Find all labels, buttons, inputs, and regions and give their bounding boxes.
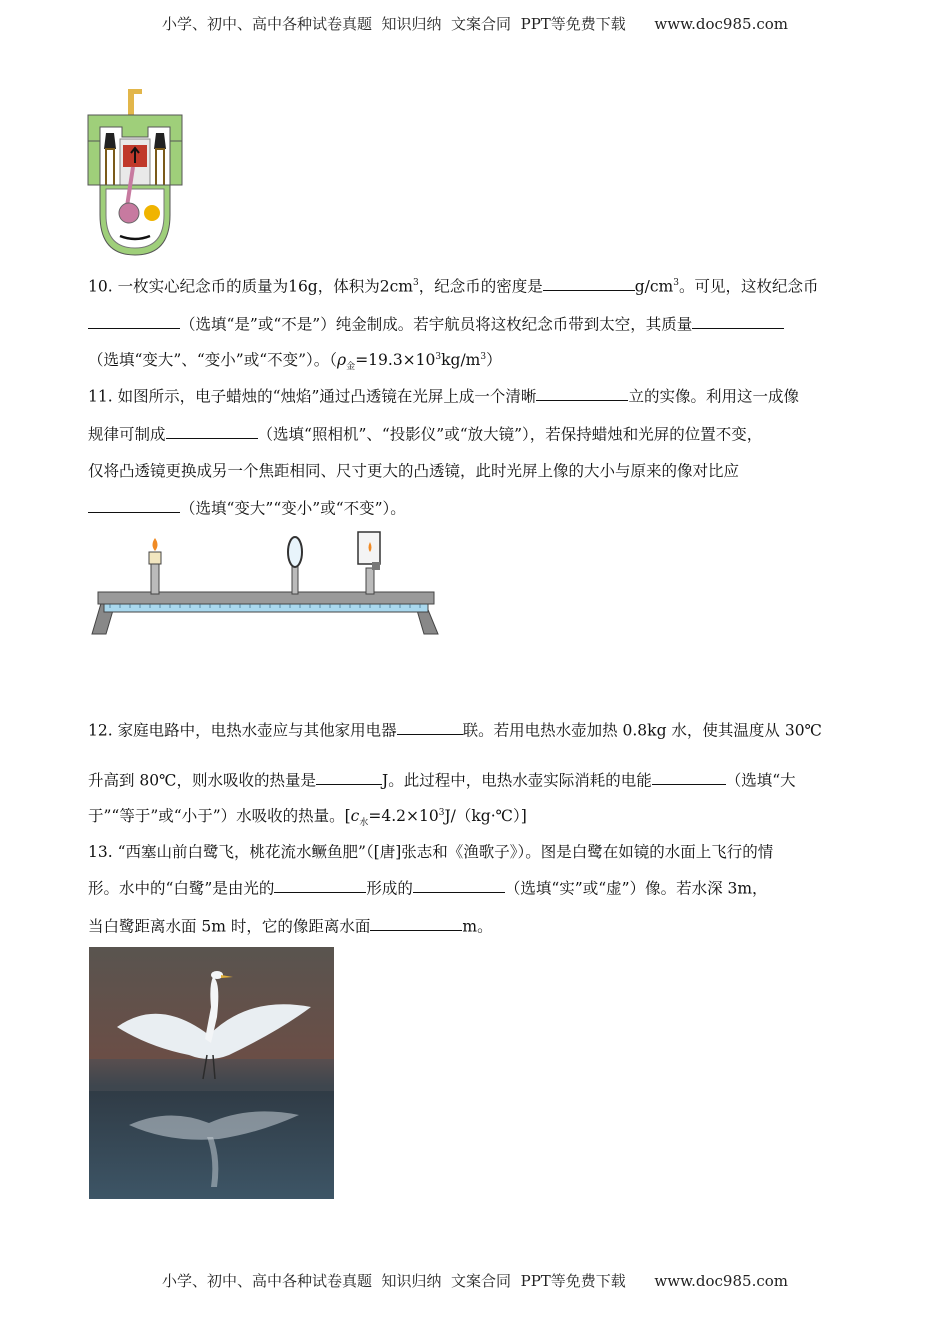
q12-blank-connection[interactable]	[397, 718, 463, 735]
q13-line1: 13. “西塞山前白鹭飞，桃花流水鳜鱼肥”（[唐]张志和《渔歌子》）。图是白鹭在如镜的水面上飞行的情	[88, 843, 774, 861]
optical-bench-diagram	[90, 530, 442, 642]
q12-line2: 升高到 80℃，则水吸收的热量是 J。此过程中，电热水壶实际消耗的电能 （选填“大	[88, 768, 796, 790]
q11-line4: （选填“变大”“变小”或“不变”）。	[88, 496, 406, 518]
engine-diagram	[86, 85, 186, 257]
q13-blank-phenomenon[interactable]	[274, 876, 366, 893]
q11-line2: 规律可制成 （选填“照相机”、“投影仪”或“放大镜”），若保持蜡烛和光屏的位置不变，	[88, 422, 762, 444]
exhaust-valve	[154, 133, 166, 149]
q10-blank-mass[interactable]	[692, 312, 784, 329]
intake-valve	[104, 133, 116, 149]
cylinder-head	[88, 115, 182, 141]
q11-line3: 仅将凸透镜更换成另一个焦距相同、尺寸更大的凸透镜，此时光屏上像的大小与原来的像对比应	[88, 462, 740, 480]
q12-line1: 12. 家庭电路中，电热水壶应与其他家用电器 联。若用电热水壶加热 0.8kg 水，使其温度从 30℃	[88, 718, 822, 740]
q11-line1: 11. 如图所示，电子蜡烛的“烛焰”通过凸透镜在光屏上成一个清晰 立的实像。利用这一成像	[88, 384, 799, 406]
egret-photo	[89, 947, 334, 1199]
q13-line3: 当白鹭距离水面 5m 时，它的像距离水面 m。	[88, 914, 493, 936]
q12-blank-heat[interactable]	[316, 768, 382, 785]
q11-blank-image-size[interactable]	[88, 496, 180, 513]
q11-blank-orientation[interactable]	[536, 384, 628, 401]
scale-rail	[104, 604, 428, 612]
q10-blank-density[interactable]	[543, 274, 635, 291]
convex-lens	[288, 537, 302, 567]
page-footer: 小学、初中、高中各种试卷真题 知识归纳 文案合同 PPT等免费下载 www.doc985.com	[161, 1272, 788, 1290]
q10-blank-pure-gold[interactable]	[88, 312, 180, 329]
q10-line3: （选填“变大”、“变小”或“不变”）。$(\rho_金=19.3\times 10^3kg/m^3)$	[88, 351, 502, 373]
crankshaft	[119, 203, 139, 223]
page-header: 小学、初中、高中各种试卷真题 知识归纳 文案合同 PPT等免费下载 www.doc985.com	[161, 15, 788, 33]
q13-blank-distance[interactable]	[370, 914, 462, 931]
candle	[149, 552, 161, 564]
flame	[153, 538, 158, 551]
q12-blank-energy[interactable]	[652, 768, 726, 785]
q10-line1: 10. 一枚实心纪念币的质量为16g，体积为$2cm^3$，纪念币的密度是 $g/cm^3$。可见，这枚纪念币	[88, 274, 819, 296]
q13-blank-image-type[interactable]	[413, 876, 505, 893]
q12-line3: 于”“等于”或“小于”）水吸收的热量。$[c_水=4.2\times 10^3J/(kg\cdot℃)]$	[88, 807, 527, 829]
q11-blank-device[interactable]	[166, 422, 258, 439]
q13-line2: 形。水中的“白鹭”是由光的 形成的 （选填“实”或“虚”）像。若水深 3m，	[88, 876, 768, 898]
candle-stand	[151, 562, 159, 594]
q10-line2: （选填“是”或“不是”）纯金制成。若宇航员将这枚纪念币带到太空，其质量	[88, 312, 784, 334]
